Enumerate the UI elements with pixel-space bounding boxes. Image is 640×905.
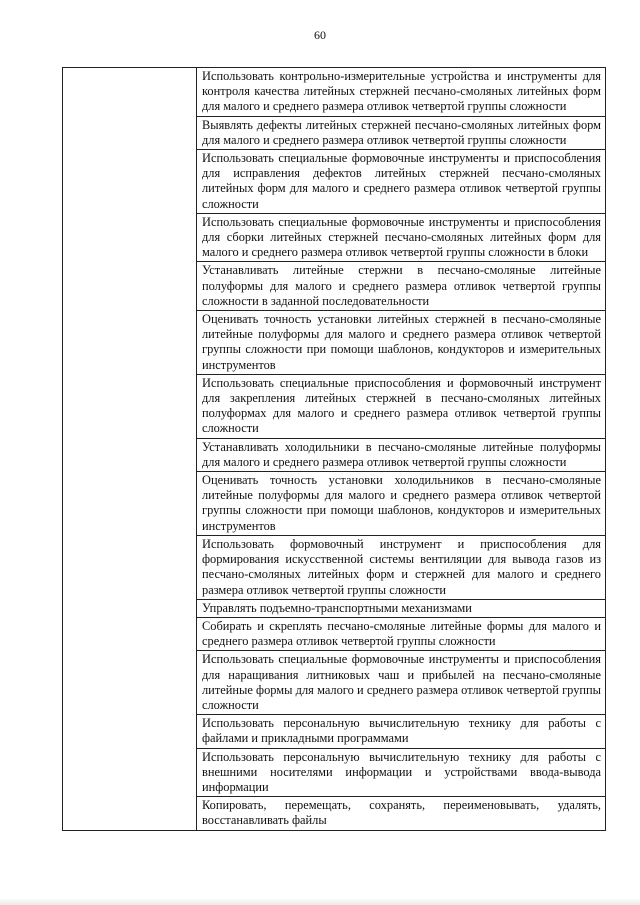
table-cell-text: Копировать, перемещать, сохранять, переименовывать, удалять, восстанавливать файлы (197, 797, 606, 830)
table-cell-text: Использовать специальные приспособления и формовочный инструмент для закрепления литейных стержней в песчано-смоляных литейных полуформах для малого и среднего размера отливок четвертой группы сложности (197, 374, 606, 438)
table-cell-text: Использовать специальные формовочные инструменты и приспособления для исправления дефектов литейных стержней песчано-смоляных литейных форм для малого и среднего размера отливок четвертой группы сложности (197, 150, 606, 214)
scan-bottom-edge (0, 898, 640, 905)
table-cell-text: Выявлять дефекты литейных стержней песчано-смоляных литейных форм для малого и среднего размера отливок четвертой группы сложности (197, 116, 606, 149)
table-cell-text: Устанавливать литейные стержни в песчано-смоляные литейные полуформы для малого и среднего размера отливок четвертой группы сложности в заданной последовательности (197, 262, 606, 311)
page-number: 60 (314, 28, 326, 42)
table-cell-text: Использовать формовочный инструмент и приспособления для формирования искусственной системы вентиляции для вывода газов из песчано-смоляных литейных форм и стержней для малого и среднего размера отливок четвертой группы сложности (197, 535, 606, 599)
table-cell-text: Управлять подъемно-транспортными механизмами (197, 599, 606, 617)
table-cell-text: Собирать и скреплять песчано-смоляные литейные формы для малого и среднего размера отливок четвертой группы сложности (197, 617, 606, 650)
table-cell-text: Использовать специальные формовочные инструменты и приспособления для наращивания литниковых чаш и прибылей на песчано-смоляные литейные формы для малого и среднего размера отливок четвертой группы сложности (197, 651, 606, 715)
table-cell-text: Использовать персональную вычислительную технику для работы с внешними носителями информации и устройствами ввода-вывода информации (197, 748, 606, 797)
empty-left-cell (63, 68, 197, 831)
table-cell-text: Оценивать точность установки литейных стержней в песчано-смоляные литейные полуформы для малого и среднего размера отливок четвертой группы сложности при помощи шаблонов, кондукторов и измерительных инструментов (197, 311, 606, 375)
table-row (63, 68, 606, 117)
table-cell-text: Использовать персональную вычислительную технику для работы с файлами и прикладными программами (197, 715, 606, 748)
table-cell-text: Оценивать точность установки холодильников в песчано-смоляные литейные полуформы для малого и среднего размера отливок четвертой группы сложности при помощи шаблонов, кондукторов и измерительных инструментов (197, 472, 606, 536)
table-cell-text: Использовать специальные формовочные инструменты и приспособления для сборки литейных стержней песчано-смоляных литейных форм для малого и среднего размера отливок четвертой группы сложности в блоки (197, 213, 606, 262)
table-cell-text: Использовать контрольно-измерительные устройства и инструменты для контроля качества литейных стержней песчано-смоляных литейных форм для малого и среднего размера отливок четвертой группы сложности (197, 68, 606, 117)
table-cell-text: Устанавливать холодильники в песчано-смоляные литейные полуформы для малого и среднего размера отливок четвертой группы сложности (197, 438, 606, 471)
skills-table (62, 67, 606, 831)
